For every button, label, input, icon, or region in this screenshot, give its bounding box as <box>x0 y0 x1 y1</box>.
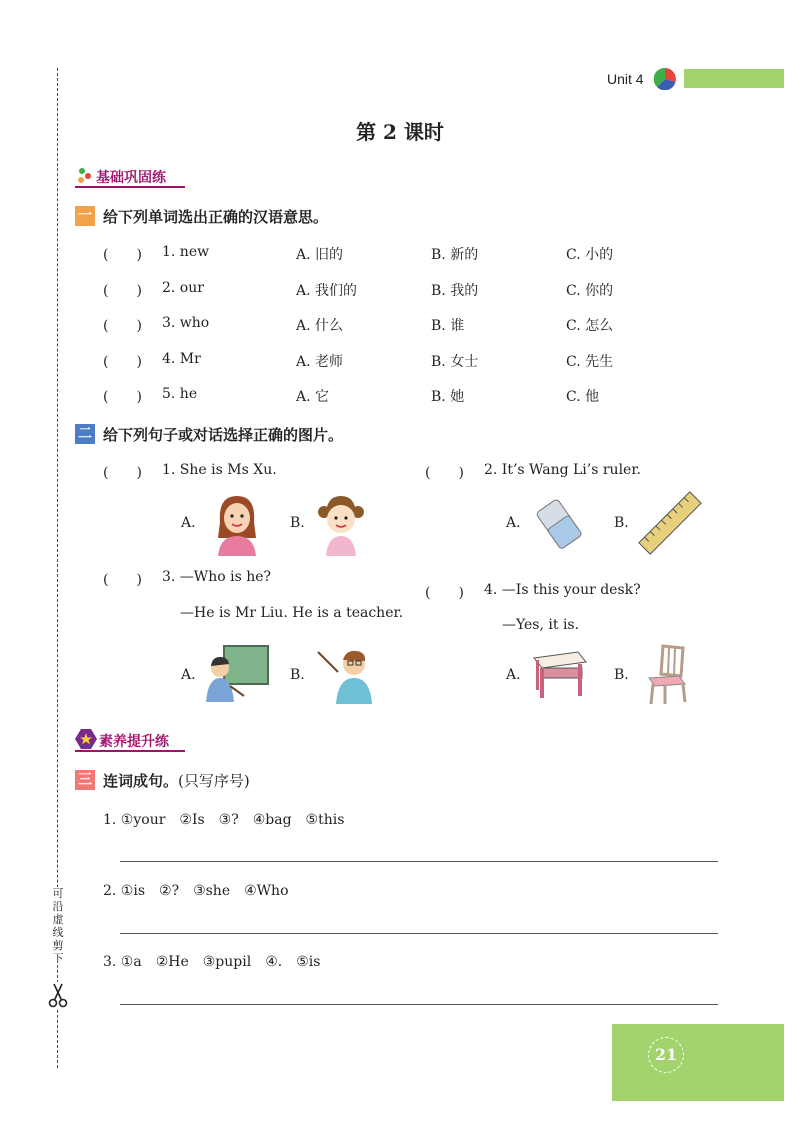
p1-row3-option-a: A. 什么 <box>296 318 344 334</box>
p2-q4-line2: —Yes, it is. <box>502 617 580 633</box>
p1-row5-option-b: B. 她 <box>431 389 465 405</box>
page-number-box <box>612 1024 784 1101</box>
p2-q3-line1: 3. —Who is he? <box>162 569 272 585</box>
p2-q3-a-label: A. <box>181 667 196 683</box>
p2-q3-bracket[interactable]: ( ) <box>103 572 142 588</box>
p1-row5-option-a: A. 它 <box>296 389 330 405</box>
ruler-picture <box>638 490 702 556</box>
p1-row1-option-b: B. 新的 <box>431 247 479 263</box>
p1-row1-answer-bracket[interactable]: ( ) <box>103 247 142 263</box>
header-green-bar <box>684 69 784 88</box>
p1-row2-option-c: C. 你的 <box>566 283 614 299</box>
p3-answer-line-2[interactable] <box>120 933 718 934</box>
p2-q3-b-label: B. <box>290 667 305 683</box>
p1-row1-question-word: 1. new <box>162 244 210 260</box>
p2-q2-bracket[interactable]: ( ) <box>425 465 464 481</box>
section-advanced-label: 素养提升练 <box>99 734 169 750</box>
p1-row2-answer-bracket[interactable]: ( ) <box>103 283 142 299</box>
part2-title: 给下列句子或对话选择正确的图片。 <box>103 426 344 444</box>
p1-row3-question-word: 3. who <box>162 315 210 331</box>
p1-row2-option-b: B. 我的 <box>431 283 479 299</box>
p2-q1-a-label: A. <box>181 515 196 531</box>
part3-title-note: (只写序号) <box>178 772 250 790</box>
p2-q1-bracket[interactable]: ( ) <box>103 465 142 481</box>
part2-number: 二 <box>75 424 95 444</box>
p2-q2-a-label: A. <box>506 515 521 531</box>
section-basic-icon <box>75 166 95 186</box>
section-advanced-underline <box>75 750 185 752</box>
p1-row4-option-c: C. 先生 <box>566 354 614 370</box>
p3-item-2: 2. ①is ②? ③she ④Who <box>103 883 289 899</box>
unit-color-ball-icon <box>654 68 676 90</box>
part1-title: 给下列单词选出正确的汉语意思。 <box>103 208 329 226</box>
p2-q2-text: 2. It’s Wang Li’s ruler. <box>484 462 641 478</box>
section-advanced-icon <box>75 729 97 749</box>
p1-row3-answer-bracket[interactable]: ( ) <box>103 318 142 334</box>
p3-answer-line-1[interactable] <box>120 861 718 862</box>
p3-answer-line-3[interactable] <box>120 1004 718 1005</box>
p1-row4-option-b: B. 女士 <box>431 354 479 370</box>
p1-row5-question-word: 5. he <box>162 386 198 402</box>
p2-q1-text: 1. She is Ms Xu. <box>162 462 277 478</box>
p1-row3-option-b: B. 谁 <box>431 318 465 334</box>
p1-row2-question-word: 2. our <box>162 280 204 296</box>
cut-instruction: 可沿虚线剪下 <box>50 887 66 965</box>
p2-q3-line2: —He is Mr Liu. He is a teacher. <box>180 605 404 621</box>
chair-picture <box>643 644 691 706</box>
desk-picture <box>532 648 588 700</box>
p2-q1-b-label: B. <box>290 515 305 531</box>
p1-row3-option-c: C. 怎么 <box>566 318 614 334</box>
p1-row5-answer-bracket[interactable]: ( ) <box>103 389 142 405</box>
part1-number: 一 <box>75 206 95 226</box>
p1-row1-option-c: C. 小的 <box>566 247 614 263</box>
man-pointer-picture <box>316 644 376 704</box>
part3-number: 三 <box>75 770 95 790</box>
unit-label: Unit 4 <box>607 71 644 87</box>
p3-item-1: 1. ①your ②Is ③? ④bag ⑤this <box>103 812 345 828</box>
woman-picture <box>212 492 262 556</box>
p2-q4-bracket[interactable]: ( ) <box>425 585 464 601</box>
p1-row2-option-a: A. 我们的 <box>296 283 358 299</box>
teacher-board-picture <box>204 644 270 704</box>
p1-row4-question-word: 4. Mr <box>162 351 201 367</box>
p1-row4-option-a: A. 老师 <box>296 354 344 370</box>
p1-row5-option-c: C. 他 <box>566 389 600 405</box>
part3-title <box>103 770 250 791</box>
page-number: 21 <box>648 1037 684 1073</box>
section-basic-underline <box>75 186 185 188</box>
girl-picture <box>316 492 366 556</box>
p2-q4-b-label: B. <box>614 667 629 683</box>
p2-q4-line1: 4. —Is this your desk? <box>484 582 641 598</box>
scissors-icon <box>47 982 69 1008</box>
part3-title-main: 连词成句。 <box>103 772 179 790</box>
lesson-title: 第 2 课时 <box>356 120 444 144</box>
p2-q2-b-label: B. <box>614 515 629 531</box>
p3-item-3: 3. ①a ②He ③pupil ④. ⑤is <box>103 954 321 970</box>
p2-q4-a-label: A. <box>506 667 521 683</box>
eraser-picture <box>536 496 582 552</box>
section-basic-label: 基础巩固练 <box>96 170 166 186</box>
p1-row1-option-a: A. 旧的 <box>296 247 344 263</box>
p1-row4-answer-bracket[interactable]: ( ) <box>103 354 142 370</box>
